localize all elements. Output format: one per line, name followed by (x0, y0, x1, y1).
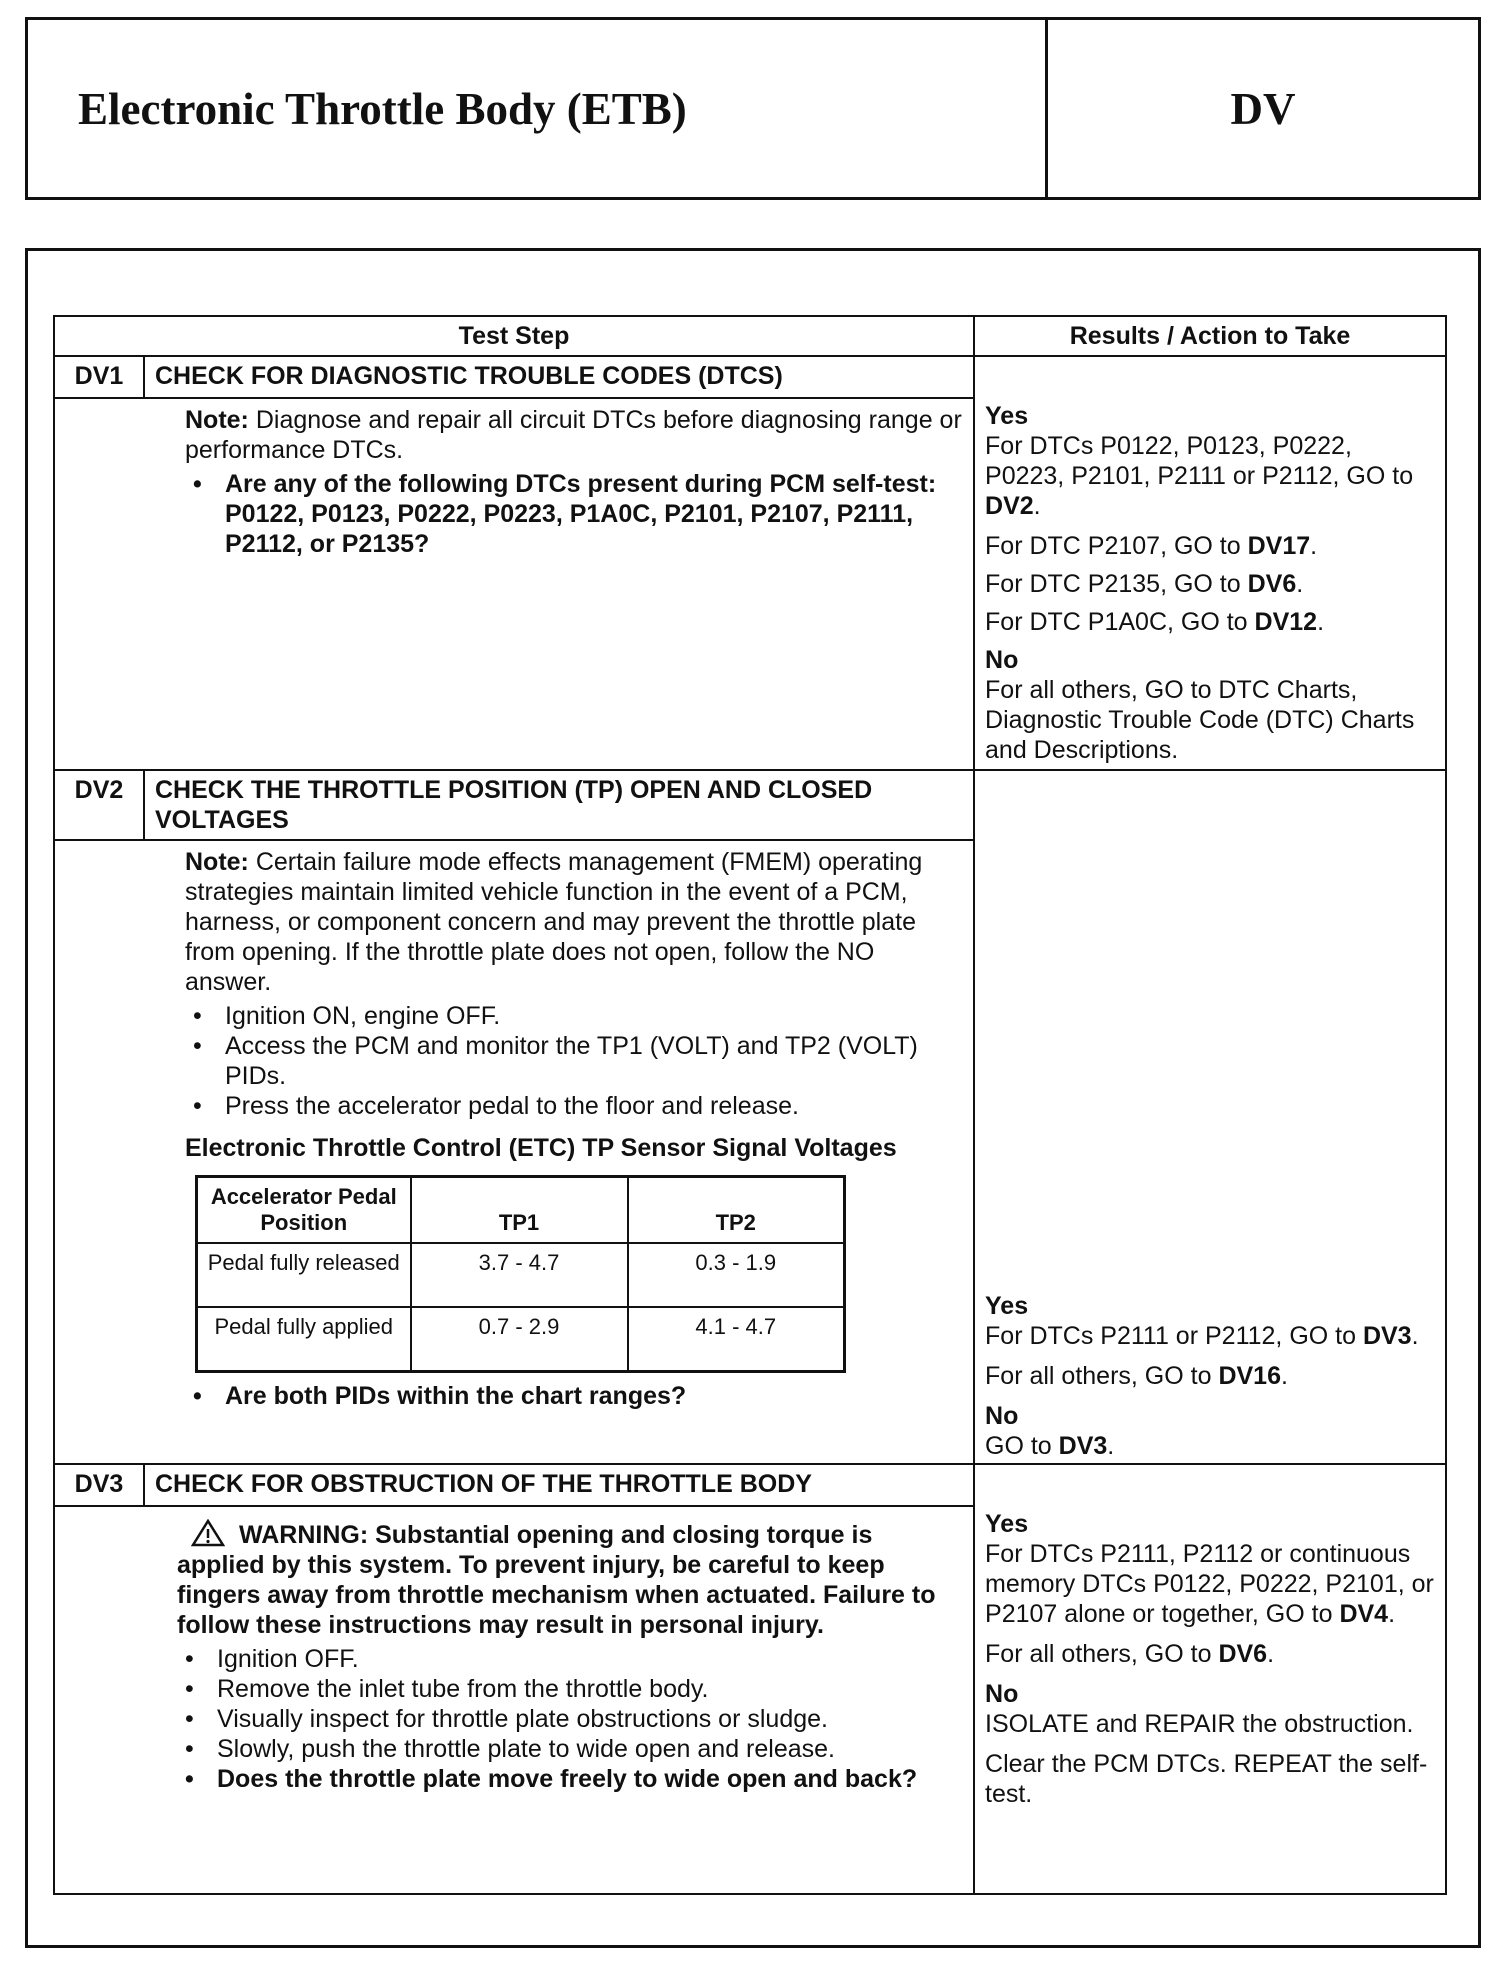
step-results (974, 770, 1446, 1464)
result-text: For DTCs P0122, P0123, P0222, P0223, P2101, P2111 or P2112, GO to (985, 432, 1414, 490)
note-text: Certain failure mode effects management (FMEM) operating strategies maintain limited vehicle function in the event of a PCM, harness, or component concern and may prevent the throttle plate from opening. If the throttle plate does not open, follow the NO answer. (185, 848, 923, 996)
goto-link: DV4 (1339, 1600, 1389, 1628)
result-block (985, 401, 1435, 521)
content-frame (25, 248, 1481, 1948)
goto-link: DV6 (1218, 1640, 1268, 1668)
step-bullets (185, 1381, 963, 1411)
result-block (985, 1509, 1435, 1629)
step-bullets (177, 1644, 963, 1794)
step-bullets (185, 469, 963, 559)
result-text: GO to (985, 1432, 1059, 1460)
warning-text: WARNING: Substantial opening and closing torque is applied by this system. To prevent injury, be careful to keep fingers away from throttle mechanism when actuated. Failure to follow these instructions may result in personal injury. (177, 1521, 936, 1639)
result-tail: . (1310, 532, 1318, 560)
step-id: DV2 (54, 770, 144, 840)
table-row (197, 1243, 845, 1307)
tp-header-cell: TP1 (411, 1177, 628, 1244)
result-tail: . (1296, 570, 1304, 598)
tp-voltage-table (195, 1175, 846, 1373)
list-item: • Visually inspect for throttle plate obstructions or sludge. (177, 1704, 963, 1734)
goto-link: DV3 (1362, 1322, 1412, 1350)
step-title: CHECK THE THROTTLE POSITION (TP) OPEN AND CLOSED VOLTAGES (144, 770, 974, 840)
result-block (985, 531, 1435, 561)
note-text: Diagnose and repair all circuit DTCs before diagnosing range or performance DTCs. (185, 406, 962, 465)
warning-icon (191, 1519, 225, 1547)
list-item: • Ignition ON, engine OFF. (185, 1001, 963, 1031)
note-label: Note: (185, 848, 249, 876)
result-no-label: No (985, 1680, 1019, 1708)
step-note (185, 405, 963, 465)
result-block (985, 1291, 1435, 1351)
result-text: For DTC P1A0C, GO to (985, 608, 1255, 636)
tp-cell: 3.7 - 4.7 (411, 1243, 628, 1307)
step-body (54, 398, 974, 770)
result-block (985, 1361, 1435, 1391)
result-tail: . (1107, 1432, 1115, 1460)
result-tail: . (1317, 608, 1325, 636)
list-item: • Remove the inlet tube from the throttle body. (177, 1674, 963, 1704)
column-header-test-step: Test Step (54, 316, 974, 356)
step-note (185, 847, 963, 997)
result-text: For DTCs P2111, P2112 or continuous memory DTCs P0122, P0222, P2101, or P2107 alone or together, GO to (985, 1540, 1434, 1628)
goto-link: DV6 (1247, 570, 1297, 598)
diagnostic-table (53, 315, 1447, 1895)
result-text: For all others, GO to (985, 1640, 1219, 1668)
result-yes-label: Yes (985, 402, 1029, 430)
result-yes-label: Yes (985, 1510, 1029, 1538)
tp-header-cell: Accelerator Pedal Position (197, 1177, 411, 1244)
goto-link: DV3 (1058, 1432, 1108, 1460)
result-tail: . (1033, 492, 1041, 520)
table-header-row (54, 316, 1446, 356)
step-id: DV1 (54, 356, 144, 398)
result-tail: . (1388, 1600, 1396, 1628)
step-title-row (54, 770, 1446, 840)
goto-link: DV2 (985, 492, 1034, 520)
table-caption: Electronic Throttle Control (ETC) TP Sensor Signal Voltages (185, 1134, 897, 1162)
step-title: CHECK FOR DIAGNOSTIC TROUBLE CODES (DTCS) (144, 356, 974, 398)
result-text: For all others, GO to DTC Charts, Diagnostic Trouble Code (DTC) Charts and Descriptions. (985, 676, 1415, 764)
result-no-label: No (985, 1402, 1019, 1430)
result-block (985, 1749, 1435, 1809)
page-header (25, 17, 1481, 200)
list-item: • Does the throttle plate move freely to wide open and back? (177, 1764, 963, 1794)
tp-cell: 4.1 - 4.7 (628, 1307, 845, 1371)
goto-link: DV16 (1218, 1362, 1281, 1390)
tp-cell: 0.3 - 1.9 (628, 1243, 845, 1307)
step-body (54, 1506, 974, 1894)
result-text: For all others, GO to (985, 1362, 1219, 1390)
result-no-label: No (985, 646, 1019, 674)
result-tail: . (1280, 1362, 1288, 1390)
tp-cell: 0.7 - 2.9 (411, 1307, 628, 1371)
tp-header-cell: TP2 (628, 1177, 845, 1244)
table-row (197, 1307, 845, 1371)
list-item: • Are both PIDs within the chart ranges? (185, 1381, 963, 1411)
step-body (54, 840, 974, 1464)
goto-link: DV12 (1254, 608, 1318, 636)
result-block (985, 607, 1435, 637)
result-text: ISOLATE and REPAIR the obstruction. (985, 1710, 1414, 1738)
step-title-row (54, 1464, 1446, 1506)
goto-link: DV17 (1247, 532, 1311, 560)
list-item: • Ignition OFF. (177, 1644, 963, 1674)
step-id: DV3 (54, 1464, 144, 1506)
list-item: • Press the accelerator pedal to the floor and release. (185, 1091, 963, 1121)
tp-cell: Pedal fully applied (197, 1307, 411, 1371)
step-results (974, 1464, 1446, 1894)
result-yes-label: Yes (985, 1292, 1029, 1320)
result-tail: . (1267, 1640, 1275, 1668)
result-block (985, 1679, 1435, 1739)
list-item: • Access the PCM and monitor the TP1 (VOLT) and TP2 (VOLT) PIDs. (185, 1031, 963, 1091)
column-header-results: Results / Action to Take (974, 316, 1446, 356)
result-block (985, 569, 1435, 599)
result-block (985, 1639, 1435, 1669)
result-text: For DTC P2135, GO to (985, 570, 1248, 598)
step-title-row (54, 356, 1446, 398)
result-text: For DTC P2107, GO to (985, 532, 1248, 560)
result-text: Clear the PCM DTCs. REPEAT the self-test. (985, 1750, 1428, 1808)
step-title: CHECK FOR OBSTRUCTION OF THE THROTTLE BODY (144, 1464, 974, 1506)
list-item: • Slowly, push the throttle plate to wide open and release. (177, 1734, 963, 1764)
result-tail: . (1411, 1322, 1419, 1350)
tp-cell: Pedal fully released (197, 1243, 411, 1307)
note-label: Note: (185, 406, 249, 435)
step-results (974, 356, 1446, 770)
tp-header-row (197, 1177, 845, 1244)
page-title: Electronic Throttle Body (ETB) (28, 20, 1048, 197)
step-bullets (185, 1001, 963, 1121)
result-text: For DTCs P2111 or P2112, GO to (985, 1322, 1363, 1350)
section-code: DV (1230, 83, 1296, 134)
list-item: • Are any of the following DTCs present during PCM self-test: P0122, P0123, P0222, P0223, P1A0C, P2101, P2107, P2111, P2112, or P2135? (185, 469, 963, 559)
result-block (985, 1401, 1435, 1461)
warning-block (177, 1519, 963, 1640)
result-block (985, 645, 1435, 765)
